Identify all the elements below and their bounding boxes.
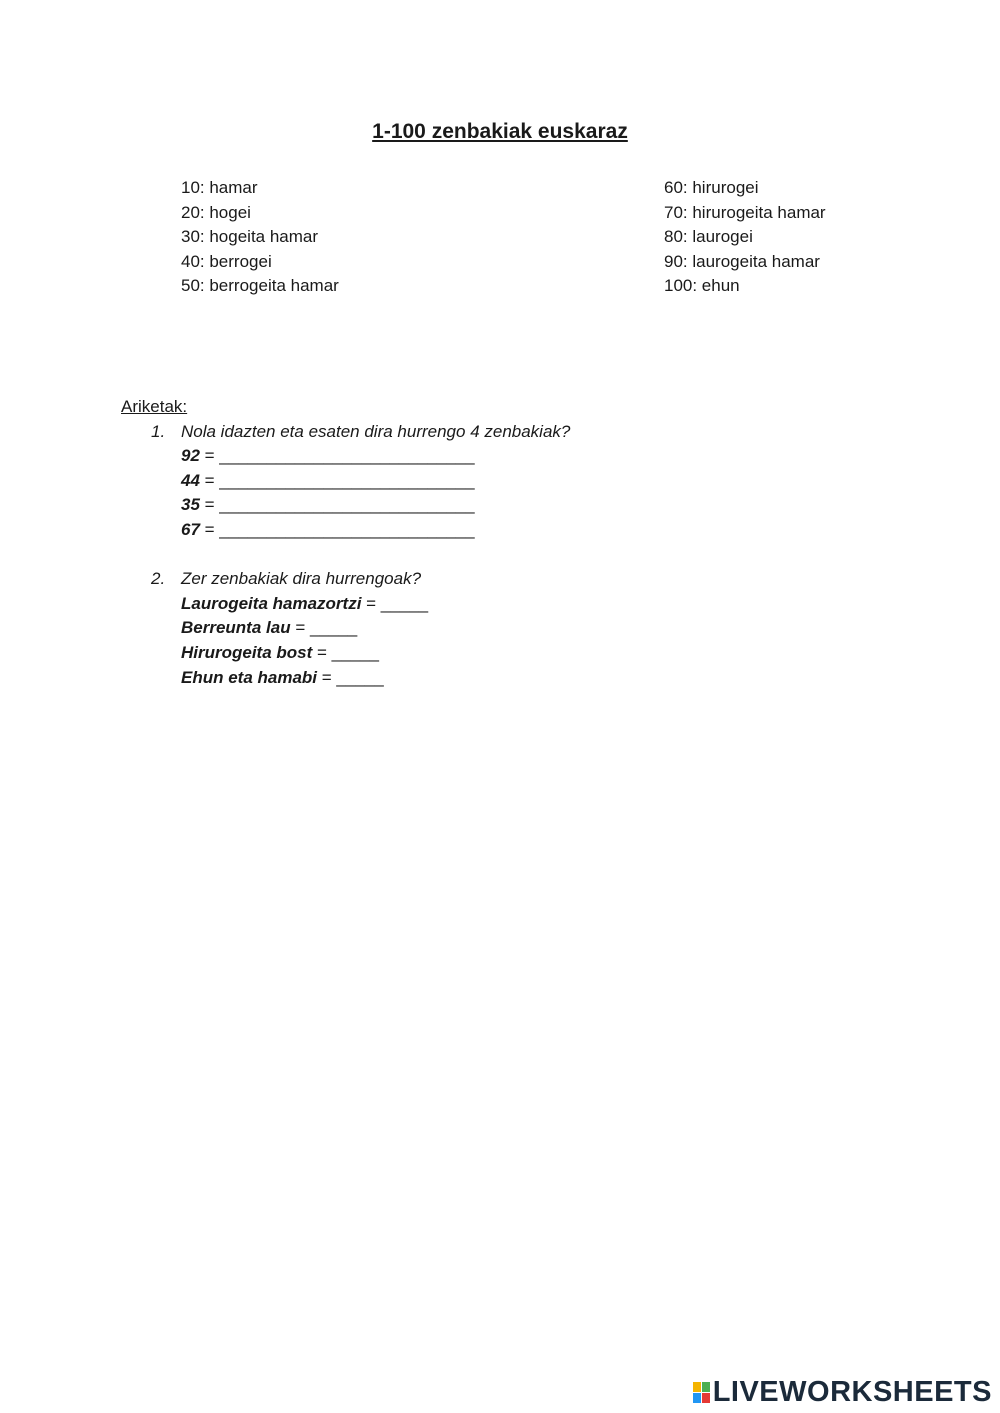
question-1-answers — [121, 444, 570, 542]
answer-row[interactable] — [181, 592, 570, 617]
question-2 — [121, 567, 570, 592]
logo-square — [693, 1382, 701, 1392]
answer-blank[interactable]: = _____ — [361, 593, 429, 613]
answer-prompt: Hirurogeita bost — [181, 642, 313, 662]
question-1 — [121, 420, 570, 445]
answer-blank[interactable]: = ___________________________ — [199, 495, 475, 515]
vocab-item: 60: hirurogei — [664, 178, 759, 197]
answer-prompt: 35 — [181, 495, 200, 515]
answer-blank[interactable]: = _____ — [317, 667, 384, 687]
question-2-answers — [121, 592, 570, 690]
answer-prompt: 92 — [181, 446, 200, 466]
exercises-heading: Ariketak: — [121, 397, 188, 416]
answer-prompt: Laurogeita hamazortzi — [181, 593, 362, 613]
answer-row[interactable] — [181, 493, 570, 518]
answer-prompt: 67 — [181, 519, 200, 539]
question-number: 2. — [151, 569, 166, 589]
answer-row[interactable] — [181, 469, 570, 494]
answer-prompt: Ehun eta hamabi — [181, 667, 318, 687]
logo-square — [702, 1382, 710, 1392]
answer-blank[interactable]: = _____ — [312, 642, 379, 662]
answer-prompt: Berreunta lau — [181, 618, 291, 638]
question-text: Nola idazten eta esaten dira hurrengo 4 zenbakiak? — [181, 421, 571, 441]
answer-row[interactable] — [181, 444, 570, 469]
answer-blank[interactable]: = _____ — [290, 618, 358, 638]
liveworksheets-logo-icon — [693, 1382, 710, 1403]
vocab-item: 10: hamar — [181, 178, 258, 197]
vocab-item: 90: laurogeita hamar — [664, 251, 820, 271]
answer-row[interactable] — [181, 666, 570, 691]
answer-blank[interactable]: = ___________________________ — [199, 446, 475, 466]
answer-blank[interactable]: = ___________________________ — [199, 519, 475, 539]
liveworksheets-logo — [693, 1376, 992, 1409]
vocab-item: 20: hogei — [181, 202, 251, 222]
answer-row[interactable] — [181, 641, 570, 666]
answer-row[interactable] — [181, 518, 570, 543]
vocab-item: 50: berrogeita hamar — [181, 276, 339, 296]
vocab-item: 40: berrogei — [181, 251, 272, 271]
logo-square — [693, 1393, 701, 1403]
vocab-column-left — [181, 176, 339, 299]
vocab-item: 100: ehun — [664, 276, 740, 296]
spacer — [121, 543, 570, 568]
answer-blank[interactable]: = ___________________________ — [199, 470, 475, 490]
answer-prompt: 44 — [181, 470, 200, 490]
page-title: 1-100 zenbakiak euskaraz — [372, 120, 628, 143]
logo-square — [702, 1393, 710, 1403]
question-text: Zer zenbakiak dira hurrengoak? — [181, 569, 422, 589]
vocab-column-right — [664, 176, 826, 299]
question-number: 1. — [151, 421, 166, 441]
vocab-item: 30: hogeita hamar — [181, 227, 319, 247]
vocab-item: 70: hirurogeita hamar — [664, 202, 826, 222]
vocab-item: 80: laurogei — [664, 227, 753, 247]
exercises-section — [121, 395, 570, 690]
answer-row[interactable] — [181, 616, 570, 641]
logo-text: LIVEWORKSHEETS — [712, 1376, 992, 1408]
